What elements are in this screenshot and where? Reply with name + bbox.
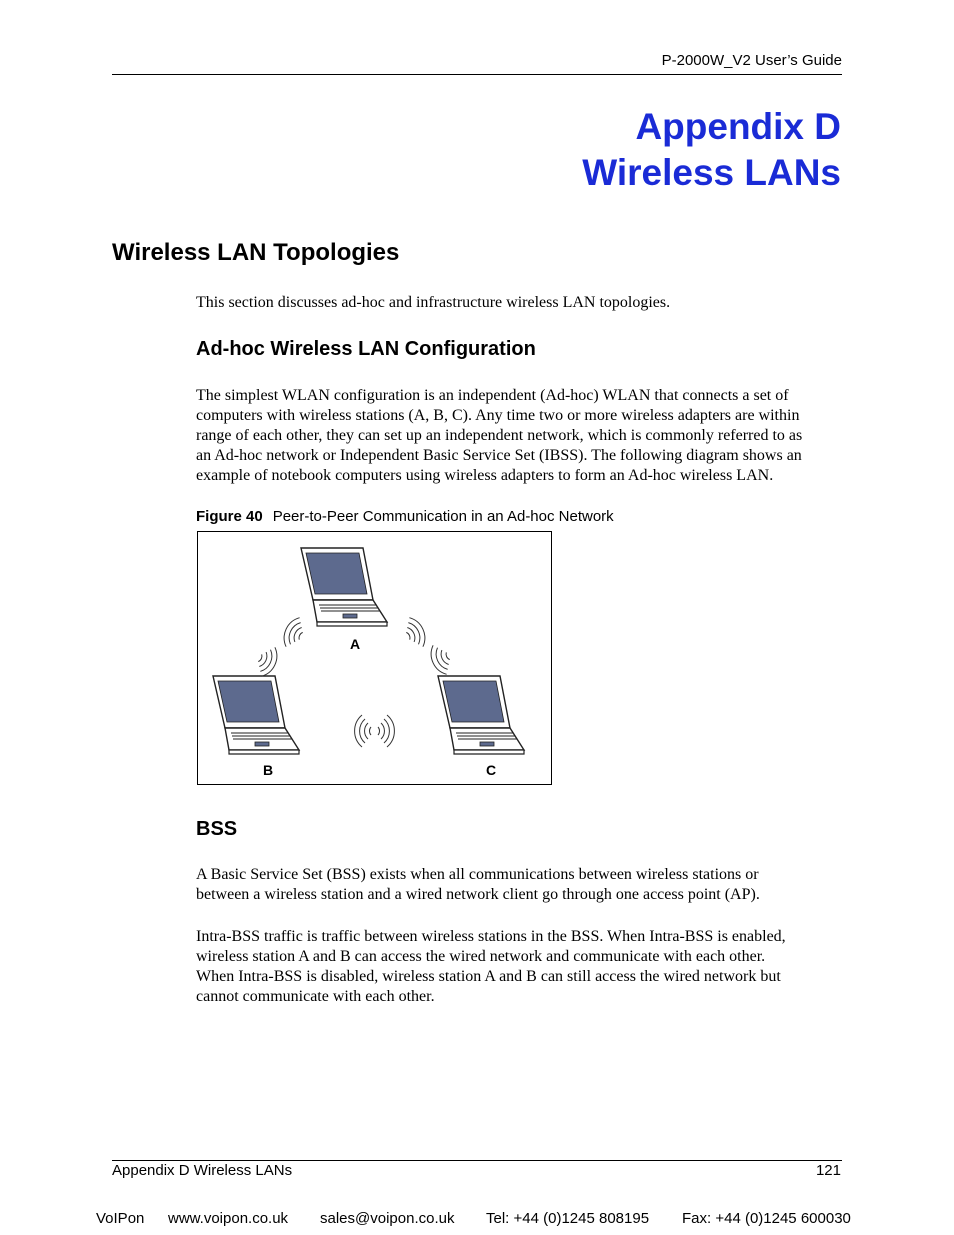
footer-rule bbox=[112, 1160, 842, 1161]
bss-line: When Intra-BSS is disabled, wireless station A and B can still access the wired network but bbox=[196, 968, 781, 985]
bss-heading: BSS bbox=[196, 818, 238, 840]
footer-chapter-name: Appendix D Wireless LANs bbox=[112, 1162, 293, 1179]
bss-paragraph-2 bbox=[196, 927, 846, 1007]
contact-email[interactable]: sales@voipon.co.uk bbox=[320, 1210, 455, 1227]
bss-line: between a wireless station and a wired network client go through one access point (AP). bbox=[196, 886, 760, 903]
node-label-a: A bbox=[349, 636, 361, 652]
adhoc-network-figure bbox=[197, 531, 552, 785]
wireless-signal-icon bbox=[401, 615, 429, 651]
figure-caption-text: Peer-to-Peer Communication in an Ad-hoc Network bbox=[272, 508, 614, 525]
chapter-title bbox=[582, 104, 841, 196]
laptop-a-icon bbox=[301, 548, 387, 626]
adhoc-line: example of notebook computers using wireless adapters to form an Ad-hoc wireless LAN. bbox=[196, 467, 774, 484]
wireless-signal-icon bbox=[253, 643, 281, 679]
node-label-b: B bbox=[262, 762, 274, 778]
laptop-b-icon bbox=[213, 676, 299, 754]
adhoc-line: computers with wireless stations (A, B, C). Any time two or more wireless adapters are within bbox=[196, 407, 800, 424]
guide-title: P-2000W_V2 User’s Guide bbox=[661, 52, 842, 69]
figure-caption bbox=[196, 508, 614, 525]
adhoc-heading: Ad-hoc Wireless LAN Configuration bbox=[196, 338, 536, 360]
contact-website[interactable]: www.voipon.co.uk bbox=[168, 1210, 289, 1227]
page-number: 121 bbox=[815, 1162, 841, 1179]
bss-line: cannot communicate with each other. bbox=[196, 988, 435, 1005]
bss-paragraph-1 bbox=[196, 865, 846, 905]
section-heading: Wireless LAN Topologies bbox=[112, 239, 400, 266]
adhoc-network-diagram bbox=[198, 532, 551, 784]
adhoc-line: The simplest WLAN configuration is an independent (Ad-hoc) WLAN that connects a set of bbox=[196, 387, 789, 404]
laptop-c-icon bbox=[438, 676, 524, 754]
adhoc-line: an Ad-hoc network or Independent Basic Service Set (IBSS). The following diagram shows an bbox=[196, 447, 802, 464]
chapter-title-line1: Appendix D bbox=[635, 106, 841, 147]
adhoc-paragraph bbox=[196, 386, 846, 486]
adhoc-line: range of each other, they can set up an independent network, which is commonly referred to as bbox=[196, 427, 803, 444]
contact-company: VoIPon bbox=[96, 1210, 145, 1227]
wireless-signal-icon bbox=[378, 715, 394, 747]
section-intro: This section discusses ad-hoc and infrastructure wireless LAN topologies. bbox=[196, 294, 671, 311]
chapter-title-line2: Wireless LANs bbox=[582, 152, 841, 193]
contact-fax: Fax: +44 (0)1245 600030 bbox=[682, 1210, 851, 1227]
header-rule bbox=[112, 74, 842, 75]
wireless-signal-icon bbox=[426, 641, 454, 677]
wireless-signal-icon bbox=[355, 715, 371, 747]
bss-line: A Basic Service Set (BSS) exists when all communications between wireless stations or bbox=[196, 866, 759, 883]
bss-line: wireless station A and B can access the wired network and communicate with each other. bbox=[196, 948, 766, 965]
wireless-signal-icon bbox=[279, 615, 307, 651]
bss-line: Intra-BSS traffic is traffic between wireless stations in the BSS. When Intra-BSS is enabled, bbox=[196, 928, 786, 945]
contact-phone: Tel: +44 (0)1245 808195 bbox=[486, 1210, 650, 1227]
node-label-c: C bbox=[485, 762, 497, 778]
figure-label: Figure 40 bbox=[196, 508, 263, 525]
